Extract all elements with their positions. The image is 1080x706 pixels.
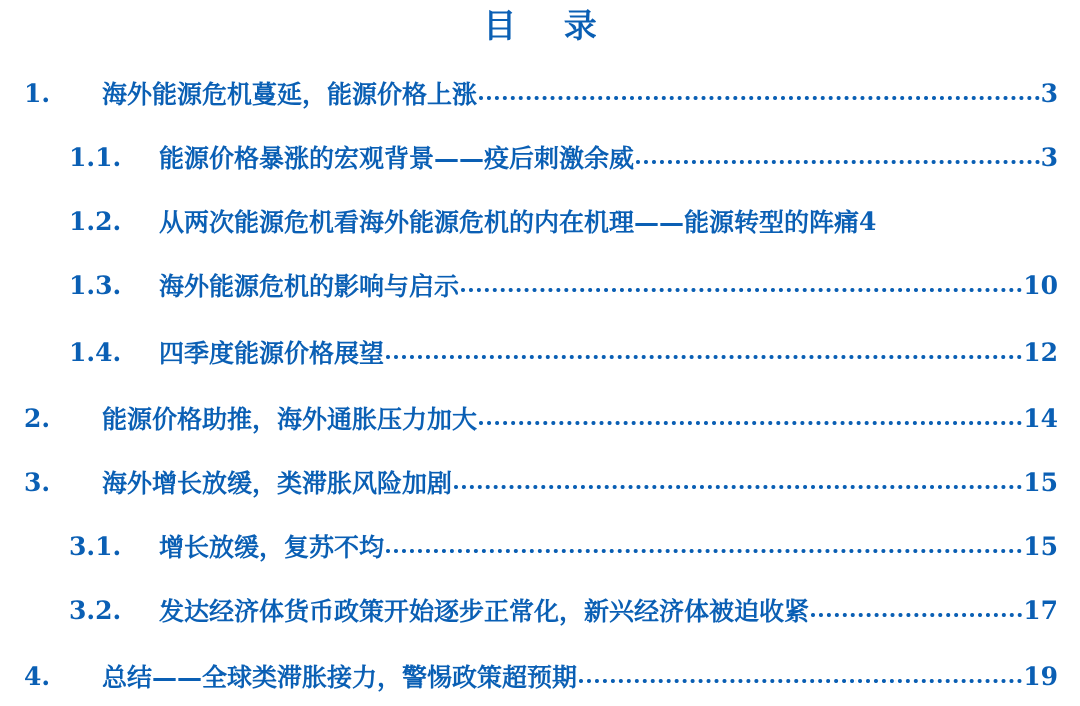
toc-entry-number: 3.	[24, 467, 51, 497]
toc-entry-page: 17	[1023, 595, 1058, 625]
toc-entry-title: 四季度能源价格展望	[159, 339, 385, 368]
toc-entry-page: 10	[1023, 270, 1058, 300]
toc-entry-4[interactable]	[0, 656, 1058, 696]
toc-entry-number: 1.3.	[69, 270, 122, 300]
toc-entry-1-1[interactable]	[0, 137, 1058, 177]
toc-entry-title: 能源价格助推，海外通胀压力加大	[102, 405, 478, 434]
toc-entry-title: 海外能源危机蔓延，能源价格上涨	[102, 80, 478, 109]
toc-entry-title: 从两次能源危机看海外能源危机的内在机理——能源转型的阵痛	[159, 208, 860, 237]
toc-entry-title: 能源价格暴涨的宏观背景——疫后刺激余威	[159, 144, 635, 173]
dot-leader	[386, 355, 1022, 359]
toc-entry-number: 3.2.	[69, 595, 122, 625]
toc-entry-1-4[interactable]	[0, 332, 1058, 372]
dot-leader	[479, 421, 1022, 425]
toc-entry-number: 1.4.	[69, 337, 122, 367]
dot-leader	[461, 288, 1022, 292]
toc-entry-1[interactable]	[0, 73, 1058, 113]
dot-leader	[579, 679, 1022, 683]
dot-leader	[479, 96, 1040, 100]
toc-entry-3-2[interactable]	[0, 590, 1058, 630]
toc-entry-1-3[interactable]	[0, 265, 1058, 305]
toc-entry-2[interactable]	[0, 398, 1058, 438]
toc-entry-page: 3	[1040, 142, 1058, 172]
toc-entry-3-1[interactable]	[0, 526, 1058, 566]
toc-entry-number: 3.1.	[69, 531, 122, 561]
toc-entry-number: 1.2.	[69, 206, 122, 236]
toc-entry-3[interactable]	[0, 462, 1058, 502]
toc-entry-title: 总结——全球类滞胀接力，警惕政策超预期	[102, 663, 578, 692]
toc-entry-number: 1.	[24, 78, 51, 108]
toc-entry-1-2[interactable]	[0, 201, 1058, 241]
dot-leader	[454, 485, 1022, 489]
toc-entry-number: 2.	[24, 403, 51, 433]
toc-entry-page: 19	[1023, 661, 1058, 691]
toc-entry-title: 海外增长放缓，类滞胀风险加剧	[102, 469, 453, 498]
toc-entry-page: 14	[1023, 403, 1058, 433]
toc-entry-page: 4	[859, 206, 877, 236]
toc-entry-title: 增长放缓，复苏不均	[159, 533, 385, 562]
toc-entry-number: 1.1.	[69, 142, 122, 172]
dot-leader	[386, 549, 1022, 553]
toc-entry-page: 15	[1023, 467, 1058, 497]
toc-entry-title: 发达经济体货币政策开始逐步正常化，新兴经济体被迫收紧	[159, 597, 810, 626]
dot-leader	[636, 160, 1040, 164]
toc-title: 目 录	[483, 6, 615, 45]
toc-entry-title: 海外能源危机的影响与启示	[159, 272, 460, 301]
toc-entry-number: 4.	[24, 661, 51, 691]
toc-entry-page: 12	[1023, 337, 1058, 367]
toc-entry-page: 3	[1040, 78, 1058, 108]
toc-entry-page: 15	[1023, 531, 1058, 561]
dot-leader	[811, 613, 1022, 617]
